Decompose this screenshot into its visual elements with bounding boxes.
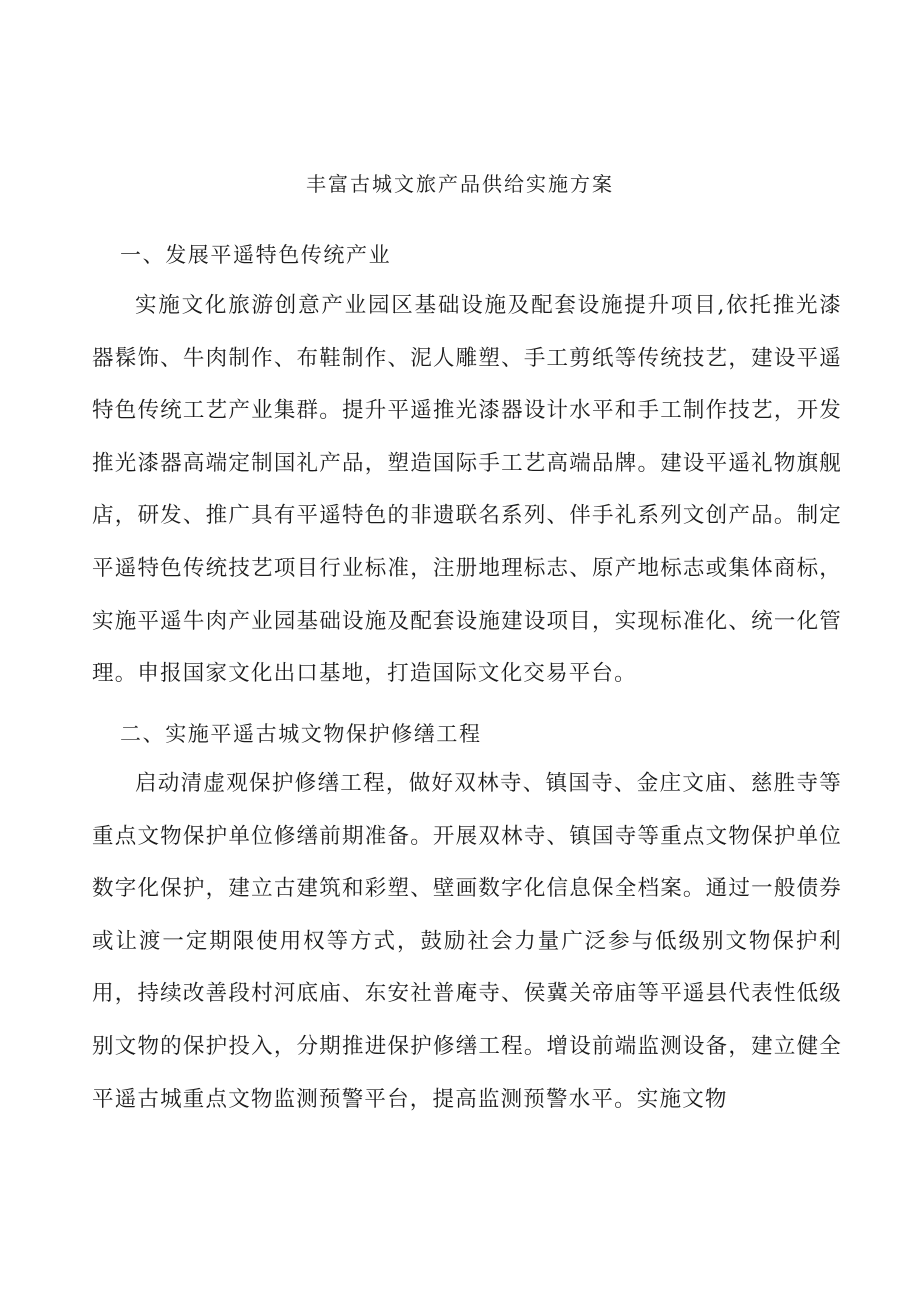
section-heading-2: 二、实施平遥古城文物保护修缮工程	[120, 722, 482, 746]
section-paragraph-1: 实施文化旅游创意产业园区基础设施及配套设施提升项目,依托推光漆器髹饰、牛肉制作、布鞋制作、泥人雕塑、手工剪纸等传统技艺，建设平遥特色传统工艺产业集群。提升平遥推光漆器设计水平和手工制作技艺，开发推光漆器高端定制国礼产品，塑造国际手工艺高端品牌。建设平遥礼物旗舰店，研发、推广具有平遥特色的非遗联名系列、伴手礼系列文创产品。制定平遥特色传统技艺项目行业标准，注册地理标志、原产地标志或集体商标，实施平遥牛肉产业园基础设施及配套设施建设项目，实现标准化、统一化管理。申报国家文化出口基地，打造国际文化交易平台。	[92, 293, 842, 687]
section-paragraph-2: 启动清虚观保护修缮工程，做好双林寺、镇国寺、金庄文庙、慈胜寺等重点文物保护单位修缮前期准备。开展双林寺、镇国寺等重点文物保护单位数字化保护，建立古建筑和彩塑、壁画数字化信息保全档案。通过一般债券或让渡一定期限使用权等方式，鼓励社会力量广泛参与低级别文物保护利用，持续改善段村河底庙、东安社普庵寺、侯冀关帝庙等平遥县代表性低级别文物的保护投入，分期推进保护修缮工程。增设前端监测设备，建立健全平遥古城重点文物监测预警平台，提高监测预警水平。实施文物	[92, 771, 842, 1112]
document-title: 丰富古城文旅产品供给实施方案	[306, 172, 614, 196]
section-heading-1: 一、发展平遥特色传统产业	[120, 243, 392, 267]
